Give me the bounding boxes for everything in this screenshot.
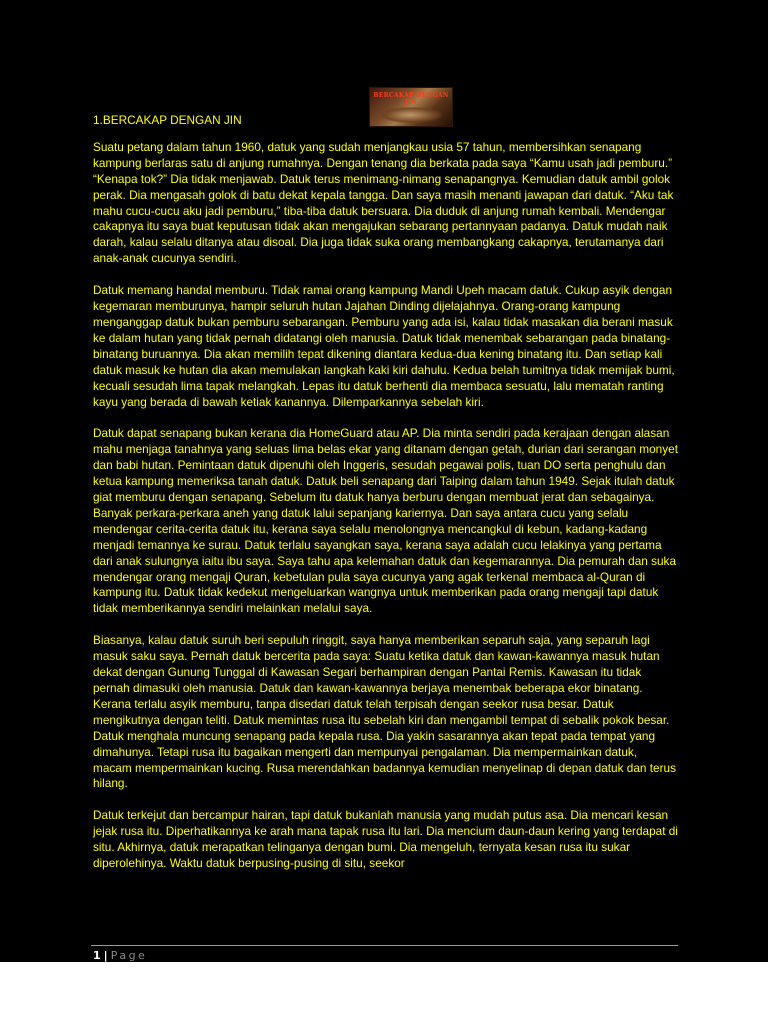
page-footer xyxy=(93,949,147,963)
paragraph: Suatu petang dalam tahun 1960, datuk yang sudah menjangkau usia 57 tahun, membersihkan senapang kampung berlaras satu di anjung rumahnya. Dengan tenang dia berkata pada saya “Kamu usah jadi pemburu.” “Kenapa tok?” Dia tidak menjawab. Datuk terus menimang-nimang senapangnya. Kemudian datuk ambil golok perak. Dia mengasah golok di batu dekat kepala tangga. Dan saya masih menanti jawapan dari datuk. “Aku tak mahu cucu-cucu aku jadi pemburu,” tiba-tiba datuk bersuara. Dia duduk di anjung rumah kembali. Mendengar cakapnya itu saya buat keputusan tidak akan mengajukan sebarang pertannyaan padanya. Datuk mudah naik darah, kalau selalu ditanya atau disoal. Dia juga tidak suka orang membangkang cakapnya, terutamanya dari anak-anak cucunya sendiri. xyxy=(93,139,674,266)
page-number: 1 xyxy=(93,949,101,962)
chapter-heading: 1.BERCAKAP DENGAN JIN xyxy=(93,113,242,127)
paragraph: Datuk terkejut dan bercampur hairan, tapi datuk bukanlah manusia yang mudah putus asa. Dia mencari kesan jejak rusa itu. Diperhatikannya ke arah mana tapak rusa itu lari. Dia mencium daun-daun kering yang terdapat di situ. Akhirnya, datuk merapatkan telinganya dengan bumi. Dia mengeluh, ternyata kesan rusa itu sukar diperolehinya. Waktu datuk berpusing-pusing di situ, seekor xyxy=(93,808,678,871)
paragraph: Datuk dapat senapang bukan kerana dia HomeGuard atau AP. Dia minta sendiri pada kerajaan dengan alasan mahu menjaga tanahnya yang seluas lima belas ekar yang ditanam dengan getah, durian dari serangan monyet dan babi hutan. Pemintaan datuk dipenuhi oleh Inggeris, sesudah pegawai polis, tuan DO serta penghulu dan ketua kampung memeriksa tanah datuk. Datuk beli senapang dari Taiping dalam tahun 1949. Sejak itulah datuk giat memburu dengan senapang. Sebelum itu datuk hanya berburu dengan membuat jerat dan sebagainya. Banyak perkara-perkara aneh yang datuk lalui sepanjang kariernya. Dan saya antara cucu yang selalu mendengar cerita-cerita datuk itu, kerana saya selalu menolongnya mencangkul di kebun, kadang-kadang menjadi temannya ke surau. Datuk terlalu sayangkan saya, kerana saya adalah cucu lelakinya yang pertama dari anak sulungnya iaitu ibu saya. Saya tahu apa kelemahan datuk dan kegemarannya. Dia pemurah dan suka mendengar orang mengaji Quran, kebetulan pula saya cucunya yang agak terkenal membaca al-Quran di kampung itu. Datuk tidak kedekut mengeluarkan wangnya untuk memberikan pada orang mengaji tapi datuk tidak memberikannya sendiri melainkan melalui saya. xyxy=(93,426,678,616)
paragraph: Biasanya, kalau datuk suruh beri sepuluh ringgit, saya hanya memberikan separuh saja, yang separuh lagi masuk saku saya. Pernah datuk bercerita pada saya: Suatu ketika datuk dan kawan-kawannya masuk hutan dekat dengan Gunung Tunggal di Kawasan Segari berhampiran dengan Pantai Remis. Kawasan itu tidak pernah dimasuki oleh manusia. Datuk dan kawan-kawannya berjaya menembak beberapa ekor binatang. Kerana terlalu asyik memburu, tanpa disedari datuk telah terpisah dengan seekor rusa besar. Datuk mengikutnya dengan teliti. Datuk memintas rusa itu sebelah kiri dan mengambil tempat di sebalik pokok besar. Datuk menghala muncung senapang pada kepala rusa. Dia yakin sasarannya akan tepat pada tempat yang dimahunya. Tetapi rusa itu bagaikan mengerti dan mempunyai pengalaman. Dia mempermainkan datuk, macam mempermainkan kucing. Rusa merendahkan badannya kemudian menyelinap di depan datuk dan terus hilang. xyxy=(93,633,676,791)
page-label: Page xyxy=(110,949,148,962)
paragraph: Datuk memang handal memburu. Tidak ramai orang kampung Mandi Upeh macam datuk. Cukup asyik dengan kegemaran memburunya, hampir seluruh hutan Jajahan Dinding dijelajahnya. Orang-orang kampung menganggap datuk bukan pemburu sebarangan. Pemburu yang ada isi, kalau tidak masakan dia berani masuk ke dalam hutan yang tidak pernah didatangi oleh manusia. Datuk tidak menembak sebarangan pada binatang-binatang buruannya. Dia akan memilih tepat dikening diantara kedua-dua kening binatang itu. Dan setiap kali datuk masuk ke hutan dia akan memulakan langkah kaki kiri dahulu. Kedua belah tumitnya tidak memijak bumi, kecuali sesudah lima tapak melangkah. Lepas itu datuk berhenti dia membaca sesuatu, lalu mematah ranting kayu yang berada di bawah ketiak kanannya. Dilemparkannya sebelah kiri. xyxy=(93,283,675,409)
page-separator: | xyxy=(103,949,108,962)
cover-image-text: BERCAKAP DENGAN JIN xyxy=(373,92,449,106)
footer-divider xyxy=(91,945,678,946)
document-body xyxy=(93,113,678,888)
